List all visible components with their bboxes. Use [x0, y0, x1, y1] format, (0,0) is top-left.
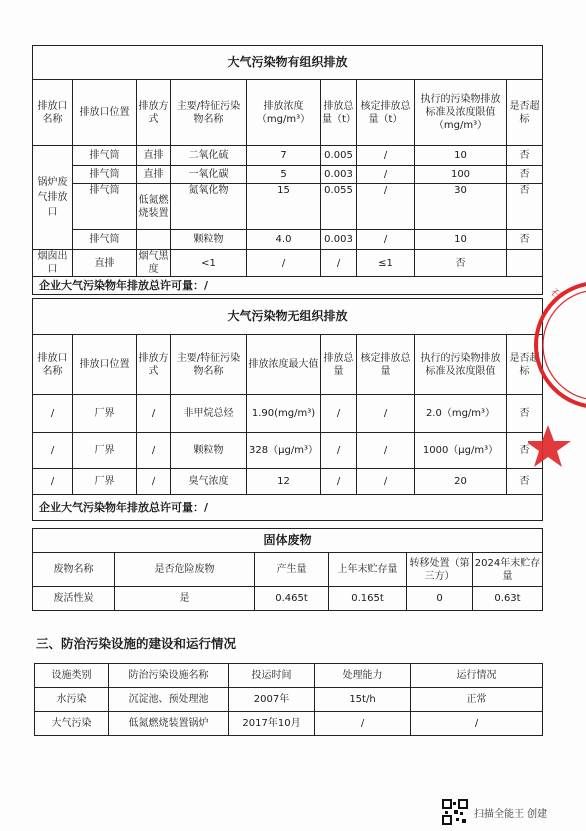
column-header: 排放浓度（mg/m³）	[247, 80, 321, 146]
column-header: 主要/特征污染物名称	[171, 80, 247, 146]
table-cell: 1.90(mg/m³)	[247, 395, 321, 433]
table-cell: 2017年10月	[229, 712, 315, 736]
table-cell: 12	[247, 469, 321, 495]
column-header: 设施类别	[35, 664, 109, 688]
table-cell: 2007年	[229, 688, 315, 712]
table-cell: 颗粒物	[171, 230, 247, 250]
table-cell: 0.003	[321, 166, 357, 184]
table-cell: 水污染	[35, 688, 109, 712]
column-header: 转移处置（第三方）	[407, 553, 473, 587]
column-header: 是否超标	[507, 80, 543, 146]
table-cell: 排气筒	[73, 184, 137, 230]
table-cell: 0.003	[321, 230, 357, 250]
table-cell: /	[357, 469, 415, 495]
svg-text:石: 石	[548, 286, 563, 302]
column-header: 排放口名称	[33, 80, 73, 146]
table-cell: 废活性炭	[33, 587, 115, 611]
table-cell: /	[357, 395, 415, 433]
table-cell: /	[357, 433, 415, 469]
permit-line: 企业大气污染物年排放总许可量：/	[33, 277, 543, 295]
permit-line: 企业大气污染物年排放总许可量：/	[33, 495, 543, 521]
table-cell: 0.005	[321, 146, 357, 166]
column-header: 排放口位置	[73, 335, 137, 395]
table-cell: /	[137, 469, 171, 495]
table-cell: 1000（μg/m³）	[415, 433, 507, 469]
table-cell: 厂界	[73, 469, 137, 495]
column-header: 处理能力	[315, 664, 411, 688]
table-cell: /	[357, 166, 415, 184]
section-heading: 三、防治污染设施的建设和运行情况	[36, 636, 237, 651]
facility-table	[34, 663, 543, 736]
column-header: 是否超标	[507, 335, 543, 395]
table-cell: 15	[247, 184, 321, 230]
table-row	[35, 688, 543, 712]
table-row	[33, 146, 543, 166]
fugitive-emission-table	[32, 298, 543, 521]
column-header: 核定排放总量（t）	[357, 80, 415, 146]
table-cell: 0.63t	[473, 587, 543, 611]
column-header: 废物名称	[33, 553, 115, 587]
watermark-text: 扫描全能王 创建	[474, 808, 548, 820]
table-cell: 否	[507, 433, 543, 469]
column-header: 排放口位置	[73, 80, 137, 146]
table-cell: 15t/h	[315, 688, 411, 712]
table-cell: 5	[247, 166, 321, 184]
table-cell: /	[321, 395, 357, 433]
table-row	[33, 230, 543, 250]
table-cell: 低氮燃烧装置	[137, 184, 171, 230]
table-cell: 0.165t	[329, 587, 407, 611]
table-cell: 直排	[137, 146, 171, 166]
scanner-watermark	[442, 798, 547, 826]
table-cell: 颗粒物	[171, 433, 247, 469]
table-cell: 是	[115, 587, 255, 611]
table-cell: 正常	[411, 688, 543, 712]
table-title: 固体废物	[33, 529, 543, 553]
table-cell: /	[315, 712, 411, 736]
table-cell: 氮氧化物	[171, 184, 247, 230]
table-cell: /	[411, 712, 543, 736]
table-cell: 烟囱出口	[33, 250, 73, 277]
table-cell: 烟气黑度	[138, 251, 169, 275]
table-cell: 排气筒	[73, 230, 137, 250]
column-header: 执行的污染物排放标准及浓度限值（mg/m³）	[415, 80, 507, 146]
table-cell: 30	[415, 184, 507, 230]
column-header: 运行情况	[411, 664, 543, 688]
column-header: 排放方式	[137, 80, 171, 146]
table-cell: /	[321, 433, 357, 469]
table-cell: /	[357, 146, 415, 166]
table-cell: /	[137, 433, 171, 469]
table-cell: 大气污染	[35, 712, 109, 736]
table-cell: /	[357, 184, 415, 230]
table-cell: 否	[415, 250, 507, 277]
table-cell: 沉淀池、预处理池	[109, 688, 229, 712]
column-header: 是否危险废物	[115, 553, 255, 587]
column-header: 执行的污染物排放标准及浓度限值	[415, 335, 507, 395]
table-cell: 否	[507, 230, 543, 250]
table-row	[33, 587, 543, 611]
table-row	[33, 469, 543, 495]
qr-code-icon	[442, 799, 468, 825]
table-title: 大气污染物有组织排放	[33, 46, 543, 80]
column-header: 核定排放总量	[357, 335, 415, 395]
table-cell: 10	[415, 230, 507, 250]
table-cell: 否	[507, 146, 543, 166]
solid-waste-table	[32, 528, 543, 611]
table-cell: 非甲烷总烃	[171, 395, 247, 433]
column-header: 上年末贮存量	[329, 553, 407, 587]
table-cell: 直排	[137, 166, 171, 184]
organized-emission-table	[32, 45, 543, 295]
column-header: 排放浓度最大值	[247, 335, 321, 395]
table-cell: 0	[407, 587, 473, 611]
table-row	[33, 395, 543, 433]
column-header: 排放方式	[137, 335, 171, 395]
table-row	[33, 184, 543, 230]
table-cell: /	[137, 395, 171, 433]
table-cell: 臭气浓度	[171, 469, 247, 495]
table-cell: 一氧化碳	[171, 166, 247, 184]
table-cell: 否	[507, 469, 543, 495]
table-row	[33, 433, 543, 469]
table-cell: 低氮燃烧装置锅炉	[109, 712, 229, 736]
outlet-group-name: 锅炉废气排放口	[33, 146, 73, 250]
table-cell: 20	[415, 469, 507, 495]
table-cell: 0.055	[321, 184, 357, 230]
table-cell: 排气筒	[73, 146, 137, 166]
table-cell: <1	[171, 250, 247, 277]
table-cell: 直排	[73, 250, 137, 277]
column-header: 排放总量	[321, 335, 357, 395]
table-title: 大气污染物无组织排放	[33, 299, 543, 335]
table-cell: /	[247, 250, 321, 277]
table-cell: 二氧化硫	[171, 146, 247, 166]
column-header: 2024年末贮存量	[473, 553, 543, 587]
seal-stamp-icon	[528, 175, 586, 515]
table-cell: 0.465t	[255, 587, 329, 611]
column-header: 主要/特征污染物名称	[171, 335, 247, 395]
table-cell: 7	[247, 146, 321, 166]
table-cell: 否	[507, 166, 543, 184]
table-cell: /	[33, 469, 73, 495]
column-header: 投运时间	[229, 664, 315, 688]
table-cell: /	[357, 230, 415, 250]
table-cell: 10	[415, 146, 507, 166]
table-cell: 2.0（mg/m³）	[415, 395, 507, 433]
column-header: 防治污染设施名称	[109, 664, 229, 688]
table-row	[33, 166, 543, 184]
table-cell: /	[33, 433, 73, 469]
table-cell: 厂界	[73, 395, 137, 433]
column-header: 排放总量（t）	[321, 80, 357, 146]
table-row	[35, 712, 543, 736]
table-cell: 否	[507, 184, 543, 230]
table-cell: /	[321, 250, 357, 277]
table-row	[33, 250, 543, 277]
column-header: 产生量	[255, 553, 329, 587]
column-header: 排放口名称	[33, 335, 73, 395]
table-cell: /	[321, 469, 357, 495]
table-cell: 厂界	[73, 433, 137, 469]
table-cell: ≤1	[357, 250, 415, 277]
table-cell: 328（μg/m³）	[247, 433, 321, 469]
table-cell	[137, 230, 171, 250]
table-cell: 100	[415, 166, 507, 184]
table-cell: 4.0	[247, 230, 321, 250]
table-cell: 否	[507, 395, 543, 433]
table-cell: /	[33, 395, 73, 433]
table-cell: 排气筒	[73, 166, 137, 184]
